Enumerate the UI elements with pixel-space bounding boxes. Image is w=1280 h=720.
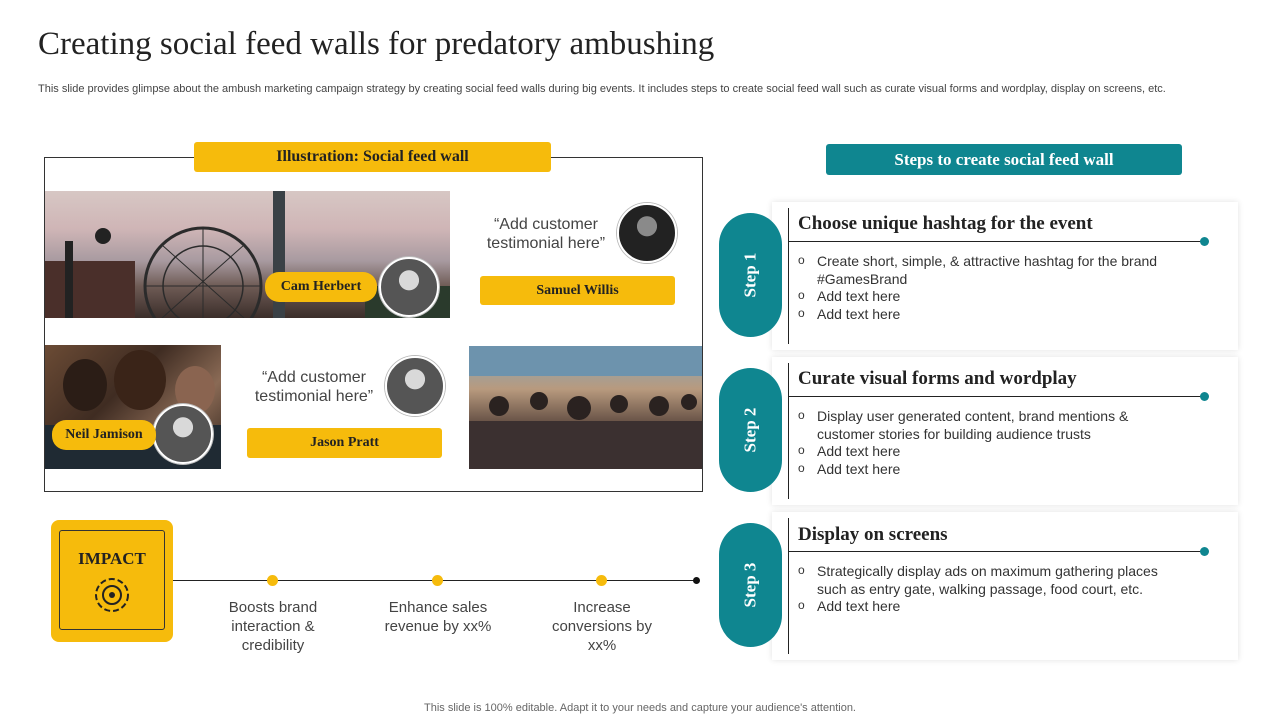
illustration-tab: Illustration: Social feed wall <box>194 142 551 172</box>
step-1-underline <box>788 241 1204 242</box>
jason-pratt-avatar <box>385 356 445 416</box>
step-3-underline <box>788 551 1204 552</box>
step-2-bullet-2: o Add text here <box>798 443 1158 461</box>
step-1-bullet-1: o Create short, simple, & attractive hashtag for the brand #GamesBrand <box>798 253 1158 288</box>
impact-inner <box>59 530 165 630</box>
impact-item-2: Enhance sales revenue by xx% <box>384 599 492 635</box>
step-2-dot <box>1200 392 1209 401</box>
step-2-divider <box>788 363 789 499</box>
step-3-pill <box>719 523 782 647</box>
impact-box <box>51 520 173 642</box>
impact-dot-1 <box>267 575 278 586</box>
impact-item-1: Boosts brand interaction & credibility <box>228 599 318 654</box>
jason-pratt-quote: “Add customer testimonial here” <box>254 369 374 405</box>
step-3-divider <box>788 518 789 654</box>
step-1-label: Step 1 <box>740 252 760 298</box>
step-2-title: Curate visual forms and wordplay <box>798 368 1077 389</box>
neil-jamison-avatar <box>153 404 213 464</box>
samuel-willis-quote: “Add customer testimonial here” <box>486 216 606 252</box>
step-1-divider <box>788 208 789 344</box>
impact-dot-3 <box>596 575 607 586</box>
impact-target-icon <box>92 575 132 620</box>
impact-dot-2 <box>432 575 443 586</box>
step-3-bullet-1: o Strategically display ads on maximum gathering places such as entry gate, walking passage, food court, etc. <box>798 563 1158 598</box>
step-1-bullet-2: o Add text here <box>798 288 1158 306</box>
step-1-bullet-3: o Add text here <box>798 306 1158 324</box>
slide-title: Creating social feed walls for predatory ambushing <box>38 26 715 62</box>
impact-item-3: Increase conversions by xx% <box>551 599 653 654</box>
step-2-underline <box>788 396 1204 397</box>
impact-timeline-end <box>693 577 700 584</box>
samuel-willis-name: Samuel Willis <box>480 276 675 305</box>
step-2-bullets <box>798 408 1158 478</box>
step-3-title: Display on screens <box>798 524 948 545</box>
steps-header: Steps to create social feed wall <box>826 144 1182 175</box>
step-3-dot <box>1200 547 1209 556</box>
samuel-willis-avatar <box>617 203 677 263</box>
step-2-bullet-3: o Add text here <box>798 461 1158 479</box>
step-3-label: Step 3 <box>740 562 760 608</box>
slide-subtitle: This slide provides glimpse about the ambush marketing campaign strategy by creating social feed walls during big events. It includes steps to create social feed wall such as curate visual forms and wordplay, display on screens, etc. <box>38 83 1166 95</box>
step-1-pill <box>719 213 782 337</box>
step-2-bullet-1: o Display user generated content, brand mentions & customer stories for building audience trusts <box>798 408 1158 443</box>
step-3-bullets <box>798 563 1158 616</box>
step-1-title: Choose unique hashtag for the event <box>798 213 1093 234</box>
step-3-bullet-2: o Add text here <box>798 598 1158 616</box>
step-2-label: Step 2 <box>740 407 760 453</box>
slide-footer: This slide is 100% editable. Adapt it to your needs and capture your audience's attention. <box>424 702 856 714</box>
crowd-photo-art <box>469 346 702 469</box>
impact-label: IMPACT <box>78 549 146 568</box>
step-1-bullets <box>798 253 1158 323</box>
jason-pratt-name: Jason Pratt <box>247 428 442 458</box>
step-2-pill <box>719 368 782 492</box>
step-1-dot <box>1200 237 1209 246</box>
crowd-photo <box>469 346 702 469</box>
neil-jamison-name: Neil Jamison <box>52 420 156 450</box>
cam-herbert-name: Cam Herbert <box>265 272 377 302</box>
cam-herbert-avatar <box>379 257 439 317</box>
